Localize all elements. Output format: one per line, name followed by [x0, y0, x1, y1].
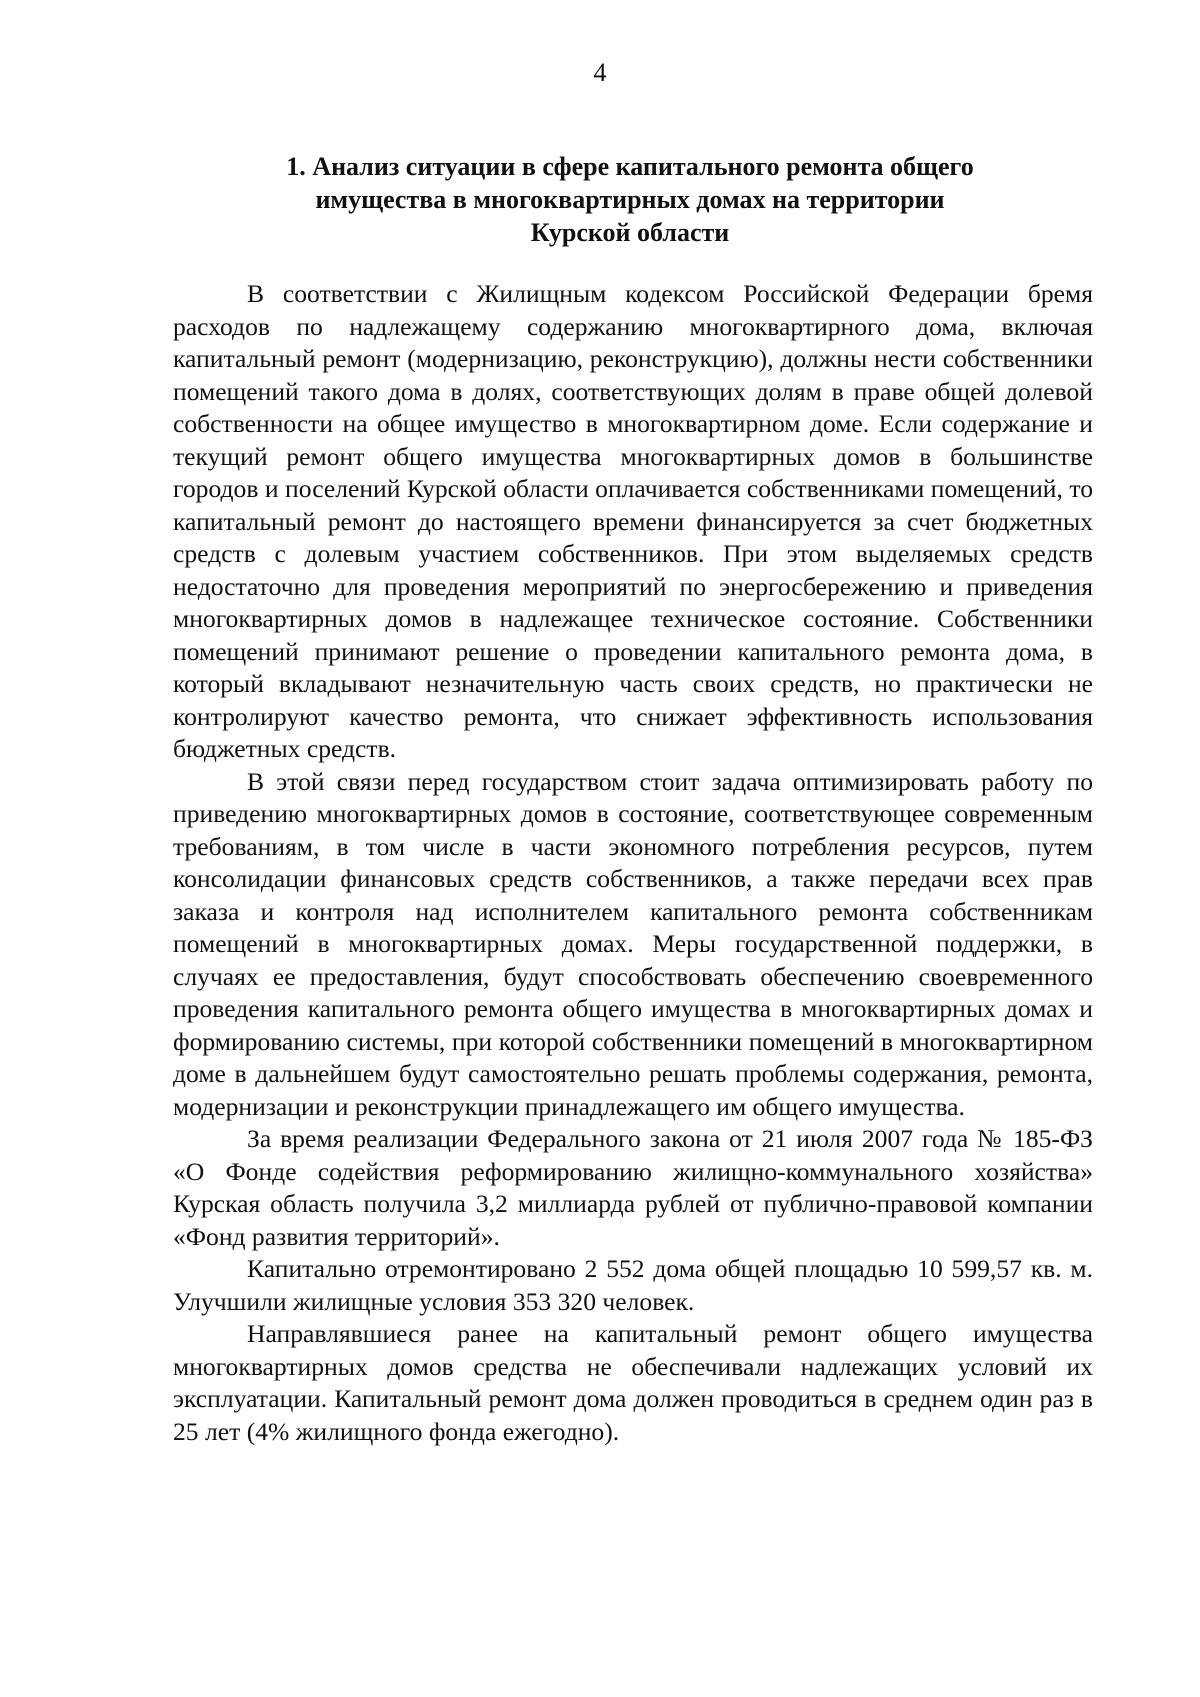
heading-line-1: 1. Анализ ситуации в сфере капитального ремонта общего	[286, 152, 974, 181]
paragraph-3: За время реализации Федерального закона от 21 июля 2007 года № 185-ФЗ «О Фонде содействия реформированию жилищно-коммунального хозяйства» Курская область получила 3,2 миллиарда рублей от публично-правовой компании «Фонд развития территорий».	[173, 1124, 1093, 1251]
paragraph-5: Направлявшиеся ранее на капитальный ремонт общего имущества многоквартирных домов средства не обеспечивали надлежащих условий их эксплуатации. Капитальный ремонт дома должен проводиться в среднем один раз в 25 лет (4% жилищного фонда ежегодно).	[173, 1319, 1093, 1446]
section-heading	[240, 150, 1020, 249]
paragraph-1: В соответствии с Жилищным кодексом Российской Федерации бремя расходов по надлежащему содержанию многоквартирного дома, включая капитальный ремонт (модернизацию, реконструкцию), должны нести собственники помещений такого дома в долях, соответствующих долям в праве общей долевой собственности на общее имущество в многоквартирном доме. Если содержание и текущий ремонт общего имущества многоквартирных домов в большинстве городов и поселений Курской области оплачивается собственниками помещений, то капитальный ремонт до настоящего времени финансируется за счет бюджетных средств с долевым участием собственников. При этом выделяемых средств недостаточно для проведения мероприятий по энергосбережению и приведения многоквартирных домов в надлежащее техническое состояние. Собственники помещений принимают решение о проведении капитального ремонта дома, в который вкладывают незначительную часть своих средств, но практически не контролируют качество ремонта, что снижает эффективность использования бюджетных средств.	[173, 279, 1093, 763]
heading-line-2: имущества в многоквартирных домах на территории	[315, 185, 945, 214]
body-text	[173, 278, 1093, 1448]
heading-line-3: Курской области	[530, 218, 730, 247]
paragraph-2: В этой связи перед государством стоит задача оптимизировать работу по приведению многоквартирных домов в состояние, соответствующее современным требованиям, в том числе в части экономного потребления ресурсов, путем консолидации финансовых средств собственников, а также передачи всех прав заказа и контроля над исполнителем капитального ремонта собственникам помещений в многоквартирных домах. Меры государственной поддержки, в случаях ее предоставления, будут способствовать обеспечению своевременного проведения капитального ремонта общего имущества в многоквартирных домах и формированию системы, при которой собственники помещений в многоквартирном доме в дальнейшем будут самостоятельно решать проблемы содержания, ремонта, модернизации и реконструкции принадлежащего им общего имущества.	[173, 766, 1093, 1121]
page-number: 4	[593, 58, 607, 87]
paragraph-4: Капитально отремонтировано 2 552 дома общей площадью 10 599,57 кв. м. Улучшили жилищные условия 353 320 человек.	[173, 1254, 1093, 1316]
